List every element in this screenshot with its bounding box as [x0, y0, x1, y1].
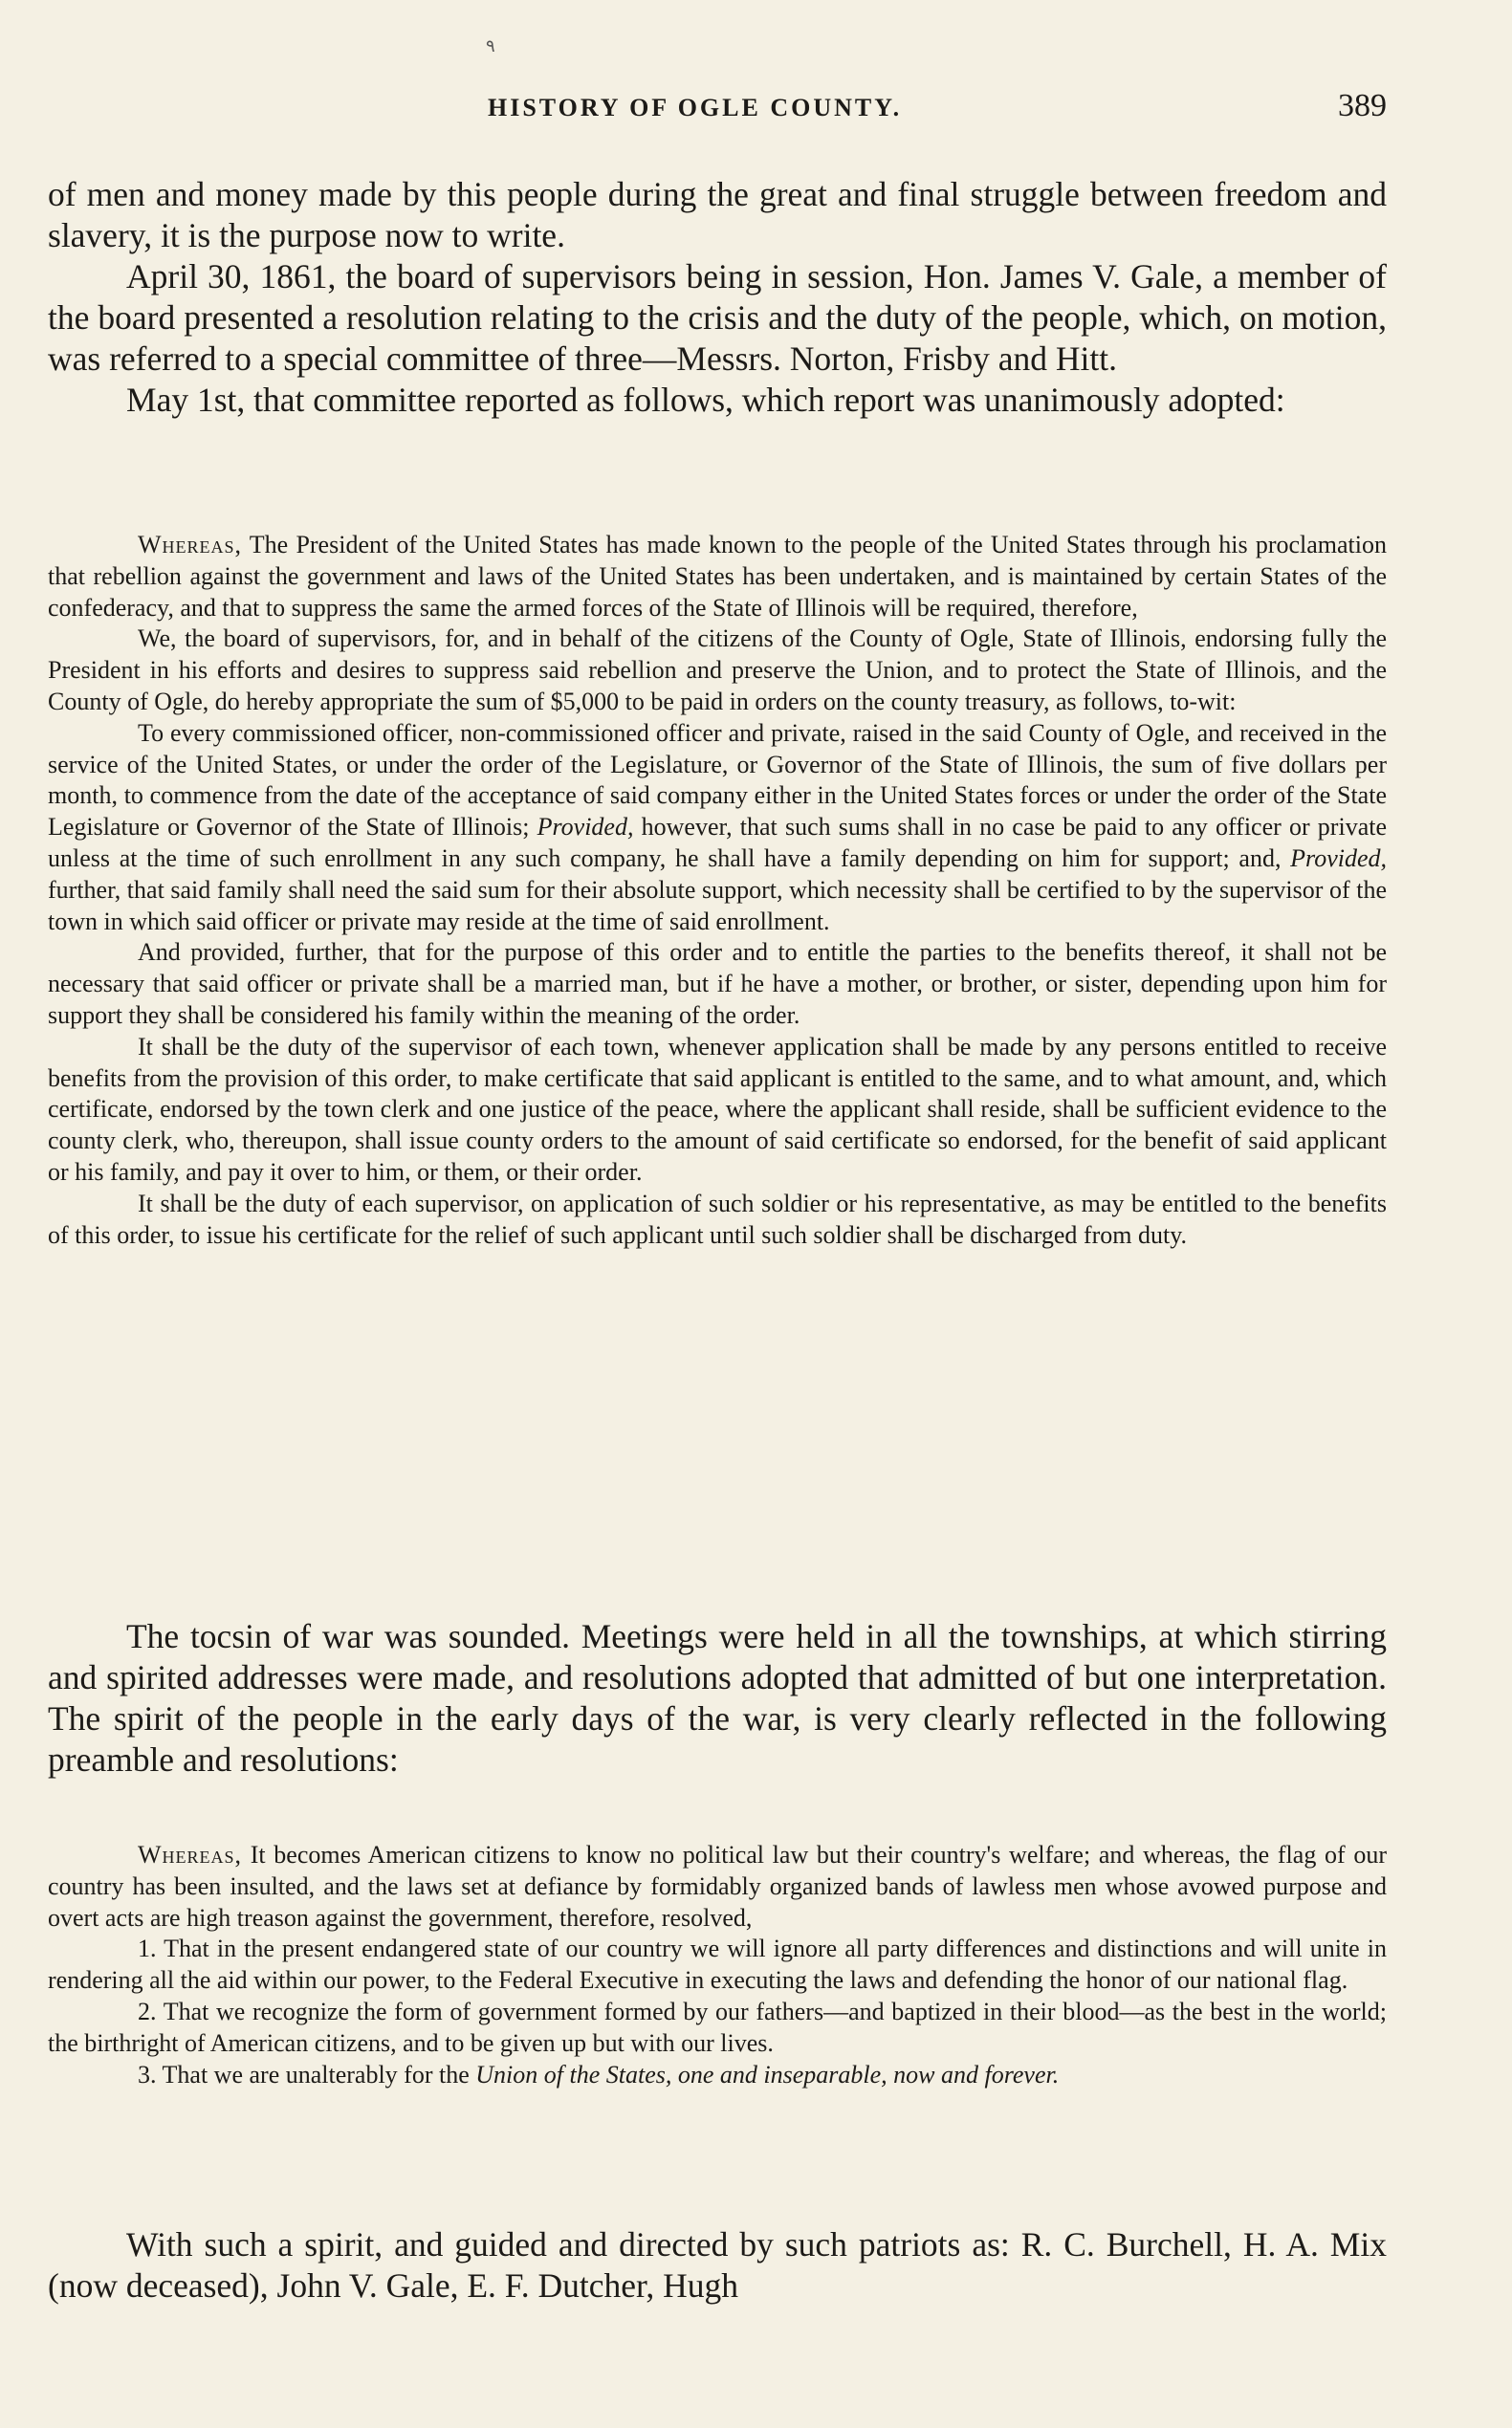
pay-text-b: however, that such sums shall in no case be paid to any officer or private unless at the time of such enrollment in any such company, he shall have a family depending on him for support; and,: [48, 813, 1387, 872]
appropriation-clause: We, the board of supervisors, for, and in behalf of the citizens of the County of Ogle, State of Illinois, endorsing fully the President in his efforts and desires to suppress said rebellion and preserve the Union, and to protect the State of Illinois, and the County of Ogle, do hereby appropriate the sum of $5,000 to be paid in orders on the county treasury, as follows, to-wit:: [48, 624, 1387, 715]
item3-italic: Union of the States, one and inseparable, now and forever.: [475, 2060, 1060, 2089]
item3-text: 3. That we are unalterably for the: [138, 2060, 476, 2089]
whereas-text-2: It becomes American citizens to know no political law but their country's welfare; and whereas, the flag of our country has been insulted, and the laws set at defiance by formidably organized bands of lawless men whose avowed purpose and overt acts are high treason against the government, therefore, resolved,: [48, 1841, 1387, 1932]
provided-word-2: Provided,: [1290, 843, 1387, 872]
tocsin-section: [48, 1616, 1387, 1781]
printer-mark: ٩: [486, 36, 495, 55]
whereas-word: Whereas,: [138, 531, 243, 558]
paragraph-committee-report: May 1st, that committee reported as follows, which report was unanimously adopted:: [126, 381, 1285, 419]
page-header: [48, 88, 1387, 136]
certificate-clause: It shall be the duty of the supervisor of each town, whenever application shall be made by any persons entitled to receive benefits from the provision of this order, to make certificate that said applicant is entitled to the same, and to what amount, and, which certificate, endorsed by the town clerk and one justice of the peace, where the applicant shall reside, shall be sufficient evidence to the county clerk, who, thereupon, shall issue county orders to the amount of said certificate so endorsed, for the benefit of said applicant or his family, and pay it over to him, or them, or their order.: [48, 1032, 1387, 1186]
resolution-citizens: [48, 1840, 1387, 2090]
resolution-item-3: [48, 2060, 1387, 2091]
page-number: 389: [1338, 88, 1387, 123]
paragraph-struggle: of men and money made by this people during the great and final struggle between freedom and slavery, it is the purpose now to write.: [48, 175, 1387, 254]
whereas-text: The President of the United States has made known to the people of the United States through his proclamation that rebellion against the government and laws of the United States has been undertaken, and is maintained by certain States of the confederacy, and that to suppress the same the armed forces of the State of Illinois will be required, therefore,: [48, 531, 1387, 622]
paragraph-patriots: With such a spirit, and guided and directed by such patriots as: R. C. Burchell, H. A. Mix (now deceased), John V. Gale, E. F. Dutcher, Hugh: [48, 2225, 1387, 2305]
whereas-clause-2: [48, 1840, 1387, 1934]
resolution-item-2: 2. That we recognize the form of government formed by our fathers—and baptized in their blood—as the best in the world; the birthright of American citizens, and to be given up but with our lives.: [48, 1997, 1387, 2057]
pay-text-c: further, that said family shall need the said sum for their absolute support, which necessity shall be certified to by the supervisor of the town in which said officer or private may reside at the time of said enrollment.: [48, 875, 1387, 935]
whereas-word-2: Whereas,: [138, 1841, 243, 1869]
provided-word-1: Provided,: [537, 813, 634, 842]
relief-clause: It shall be the duty of each supervisor, on application of such soldier or his representative, as may be entitled to the benefits of this order, to issue his certificate for the relief of such applicant until such soldier shall be discharged from duty.: [48, 1189, 1387, 1249]
running-head: HISTORY OF OGLE COUNTY.: [488, 94, 903, 121]
resolution-item-1: 1. That in the present endangered state of our country we will ignore all party differences and distinctions and will unite in rendering all the aid within our power, to the Federal Executive in executing the laws and defending the honor of our national flag.: [48, 1935, 1387, 1995]
pay-clause: [48, 718, 1387, 938]
pay-text-a: To every commissioned officer, non-commissioned officer and private, raised in the said County of Ogle, and received in the service of the United States, or under the order of the Legislature, or Governor of the State of Illinois, the sum of five dollars per month, to commence from the date of the acceptance of said company either in the United States forces or under the order of the State Legislature or Governor of the State of Illinois;: [48, 718, 1387, 842]
closing-section: [48, 2224, 1387, 2307]
paragraph-tocsin: The tocsin of war was sounded. Meetings were held in all the townships, at which stirring and spirited addresses were made, and resolutions adopted that admitted of but one interpretation. The spirit of the people in the early days of the war, is very clearly reflected in the following preamble and resolutions:: [48, 1617, 1387, 1779]
intro-section: [48, 174, 1387, 421]
paragraph-board-session: April 30, 1861, the board of supervisors being in session, Hon. James V. Gale, a member of the board presented a resolution relating to the crisis and the duty of the people, which, on motion, was referred to a special committee of three—Messrs. Norton, Frisby and Hitt.: [48, 257, 1387, 378]
whereas-clause: [48, 530, 1387, 623]
family-clause: And provided, further, that for the purpose of this order and to entitle the parties to the benefits thereof, it shall not be necessary that said officer or private shall be a married man, but if he have a mother, or brother, or sister, depending upon him for support they shall be considered his family within the meaning of the order.: [48, 938, 1387, 1029]
resolution-supervisors: [48, 530, 1387, 1251]
